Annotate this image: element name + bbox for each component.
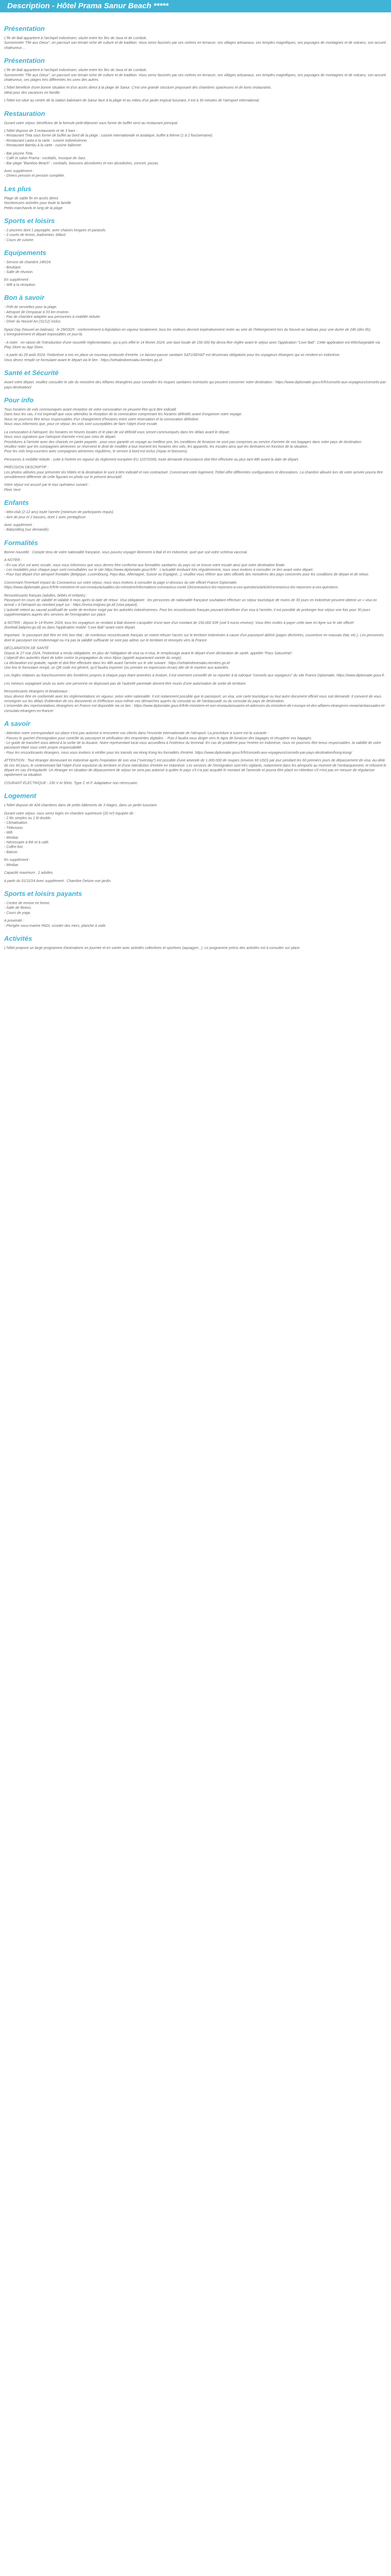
section-paragraph: - Prêt de serviettes pour la plage. - Aéroport de Denpasar à 33 km environ. - Pas de chambre adaptée aux personnes à mobilité réduite. - Dîner du Nouvel An (31/12) inclus. — [4, 306, 101, 324]
section-paragraph: DÉCLARATION DE SANTÉ Depuis le 27 mai 2024, l'Indonésie a rendu obligatoire, en plus de l'obligation de visa ou e-visa, le remplissage avant le départ d'une déclaration de santé, appelée "Pass Satusehat". L'objectif des autorités étant de lutter contre la propagation du virus Mpox (appelé auparavant variole du singe). La déclaration est gratuite, rapide et doit être effectuée dans les 48h avant l'arrivée sur le site suivant : https://sehatindonesiaku.kemkes.go.id Une fois le formulaire rempli, un QR code est généré, qu'il faudra imprimer (ou prendre en impression écran) afin de le montrer aux autorités. — [4, 647, 294, 670]
section-paragraph: Capacité maximum : 2 adultes. — [4, 871, 54, 875]
section — [4, 720, 387, 786]
section-paragraph: - Service de chambre 24h/24. - Boutique. - Salle de réunion. — [4, 261, 52, 274]
section-title: Bon à savoir — [4, 294, 45, 302]
section-title: Enfants — [4, 499, 29, 507]
section-title: Sports et loisirs payants — [4, 889, 82, 897]
section-paragraph: L'île de Bali appartient à l'archipel indonésien, située entre les îles de Java et de Lombok. Surnommée "l'île aux Dieux", on parcourt son terrain riche de culture et de tradition. Vous serez fascinés par ses rizières en terrasse, ses villages artisanaux, ses temples magnifiques, ses paysages de montagnes et de volcans, son accueil chaleureux, ses plages très différentes les unes des autres. — [4, 69, 386, 82]
section-paragraph: L'hôtel bénéficie d'une bonne situation et d'un accès direct à la plage de Sanur. C'est une grande structure proposant des chambres spacieuses et de bons restaurants. Idéal pour des vacances en famille. — [4, 86, 272, 95]
section-paragraph: Durant votre séjour, bénéficiez de la formule petit-déjeuner sous forme de buffet servi au restaurant principal. — [4, 121, 178, 125]
section — [4, 110, 387, 179]
section — [4, 294, 387, 363]
section-title: Restauration — [4, 109, 45, 117]
section-title: Présentation — [4, 25, 45, 32]
section-paragraph: Concernant l'éventuel impact du Coronavirus sur votre séjour, nous vous invitons à consulter la page ci-dessous du site officiel France Diplomatie. https://www.diplomatie.gouv.fr/fr/le-ministere-et-son-reseau/actualites-du-ministere/informations-coronavirus-covid-19/coronavirus-les-reponses-a-vos-questions/article/coronavirus-les-reponses-a-vos-questions — [4, 581, 338, 590]
section-paragraph: L'hôtel dispose de 428 chambres dans de petits bâtiments de 3 étages, dans un jardin luxuriant. — [4, 804, 158, 808]
section — [4, 935, 387, 951]
section-title: Pour info — [4, 396, 34, 404]
section — [4, 499, 387, 533]
section-paragraph: COURANT ÉLECTRIQUE : 230 V et 50Hz. Type C et F. Adaptateur non nécessaire. — [4, 781, 138, 785]
section-paragraph: A proximité : - Plongée sous-marine PADI, scooter des mers, planche à voile. — [4, 919, 107, 928]
section-paragraph: Tous horaires de vols communiqués avant réception de votre convocation ne peuvent être qu'à titre indicatif. Dans tous les cas, il est impératif que vous attendiez la réception de la convocation comprenant les horaires définitifs avant d'organiser votre voyage. Nous ne pourrons être tenus responsables d'un changement d'horaires entre votre réservation et la convocation définitive. Nous vous informons que, pour ce séjour, les vols sont susceptibles de faire l'objet d'une escale. — [4, 408, 242, 427]
section-paragraph: - A partir du 29 août 2024, l'Indonésie a mis en place un nouveau protocole d'entrée. Le laissez-passer sanitaire SATUSEHAT est désormais obligatoire pour les voyageurs étrangers qui se rendent en Indonésie. Vous devez remplir ce formulaire avant le départ via le lien : https://sehatindonesiaku.kemkes.go.id — [4, 353, 340, 362]
section — [4, 792, 387, 884]
section — [4, 890, 387, 928]
section — [4, 249, 387, 287]
section-paragraph: Avec supplément : - Babysitting (sur demande). — [4, 523, 50, 532]
section-paragraph: L'hôtel propose un large programme d'animations en journée et en soirée avec activités collectives et sportives (aquagym...). Le programme précis des activités est à consulter sur place. — [4, 946, 301, 950]
section-paragraph: Bonne nouvelle : Compte tenu de votre nationalité française, vous pouvez voyager librement à Bali et en Indonésie, quel que soit votre schéma vaccinal. — [4, 550, 248, 554]
section-title: Sports et loisirs — [4, 216, 55, 225]
section-paragraph: Avant votre départ, veuillez consulter le site du ministère des Affaires étrangères pour connaître les risques sanitaires éventuels qui peuvent concerner votre destination : https://www.diplomatie.gouv.fr/fr/conseils-aux-voyageurs/conseils-par-pays-destination/ — [4, 381, 387, 389]
section-paragraph: Ressortissants français (adultes, bébés et enfants) : Passeport en cours de validité et valable 6 mois après la date de retour. Visa obligatoire : les personnes de nationalité française souhaitant effectuer un séjour touristique de moins de 30 jours en Indonésie peuvent obtenir un « visa on arrival » à l'aéroport au montant payé sur : https://evisa.imigrasi.go.id/ (visa payant). L'autorité retient au saurait justificatif de sortie de territoire exigé par les autorités indonésiennes. Pour les ressortissants français pouvant bénéficier d'un visa à l'arrivée, il est possible de prolonger leur séjour une fois pour 30 jours supplémentaires auprès des services de l'immigration sur place. — [4, 594, 377, 617]
section-paragraph: ATTENTION : Tout étranger demeurant en Indonésie après l'expiration de son visa ("overstay") est possible d'une amende de 1.000.000 de roupies (environ 60 USD) par jour pendant les 60 premiers jours de dépassement de visa. Au-delà de ces 60 jours, le contrevenant fait l'objet d'une expulsion du territoire et d'une interdiction d'entrée en Indonésie. Les services de l'immigration sont très vigilants, notamment dans les aéroports au moment de l'embarquement, et refusent le départ en cas d'irrégularité. Un étranger en situation de dépassement de séjour ne sera pas autorisé à quitter le pays s'il n'a pas acquitté le montant de l'amende et pourra être placé en rétention s'il n'est pas en mesure de régulariser rapidement sa situation. — [4, 759, 386, 777]
section-title: Activités — [4, 934, 32, 942]
section-paragraph: Ressortissants étrangers et binationaux : Vous devrez être en conformité avec les réglementations en vigueur, selon votre nationalité. Il est notamment possible que le passeport, un visa, une carte touristique ou tout autre document officiel vous soit demandé. Il convient de vous renseigner sur les délais d'obtention de ces documents et d'effectuer vous-même vos démarches auprès du consulat ou de l'ambassade ou du consulat du pays de destination. L'ensemble des représentations étrangères en France est disponible via ce lien : https://www.diplomatie.gouv.fr/fr/le-ministere-et-son-reseau/annuaires-et-adresses-du-ministere-de-l-europe-et-des-affaires-etrangeres-meae/ambassades-et-consulats-etrangers-en-france/ — [4, 690, 386, 713]
section-paragraph: - Attention notre correspondant sur place n'est pas autorisé à rencontrer vos clients dans l'enceinte internationale de l'aéroport. La procédure à suivre est la suivante : - Passez le guichet d'immigration pour contrôle du passeport et vérification des empreintes digitales. - Puis il faudra vous diriger vers le tapis de livraison des bagages et récupérer vos bagages. - Le guide de transfert vous attend à la sortie de la douane. Notre représentant local vous accueillera à l'extérieur du terminal. En cas de problème pour l'entrée en Indonésie, nous ne pourrons être tenus responsables. la validité de votre passeport étant sous votre propre responsabilité. - Pour les ressortissants étrangers, nous vous invitons à vérifier pour les transits via Hong Kong les formalités d'entrée. https://www.diplomatie.gouv.fr/fr/conseils-aux-voyageurs/conseils-par-pays-destination/hong-kong/ — [4, 732, 381, 755]
section-paragraph: - Bar piscine Tirta. - Café et salon Prama : cocktails, musique de Jazz. - Bar plage "Bamboo Beach" : cocktails, boissons alcoolisées et non alcoolisées, concert, pizzas. — [4, 151, 159, 165]
section-paragraph: En supplément : - Wifi à la réception. — [4, 278, 36, 287]
section-paragraph: A NOTER : - En cas d'un vol avec escale, nous vous informons que vous devrez être conforme aux formalités sanitaires du pays où se trouve votre escale ainsi que votre destination finale. - Les modalités pour chaque pays sont consultables sur le site https://www.diplomatie.gouv.fr/fr/ . L'actualité évoluant très régulièrement, nous vous invitons à consulter ce lien avant votre départ. - Pour tout départ d'un aéroport frontalier (Belgique, Luxembourg, Pays-Bas, Allemagne, Suisse ou Espagne...), veuillez vous référer aux sites officiels des ministères des pays concernés pour les conditions de départ et de retour. — [4, 558, 369, 577]
section-paragraph: L'hôtel dispose de 3 restaurants et de 3 bars : - Restaurant Tirta sous forme de buffet au bord de la plage : cuisine internationale et asiatique, buffet à thème (1 à 2 fois/semaine). - Restaurant Laota à la carte : cuisine indonésienne. - Restaurant Bambu à la carte : cuisine italienne. — [4, 129, 214, 148]
section-paragraph: L'hôtel est situé au centre de la station balnéaire de Sanur face à la plage et au milieu d'un jardin tropical luxuriant, il est à 30 minutes de l'aéroport international. — [4, 99, 260, 103]
section-title: Equipements — [4, 249, 46, 257]
section-paragraph: Important : le passeport doit être en très bon état ; de nombreux ressortissants français se voient refuser l'accès sur le territoire indonésien à cause d'un passeport abîmé (pages déchirées, couverture en mauvais état, etc.). Les personnes dont le passeport est endommagé ou n'a pas la validité suffisante se sont pas admis sur le territoire et renvoyés vers la France. — [4, 634, 384, 642]
section-paragraph: Durant votre séjour, vous serez logés en chambre supérieure (20 m²) équipée de : - 2 lits simples ou 1 lit double. - Climatisation. - Télévision. - Wifi. - Minibar. - Nécessaire à thé et à café. - Coffre-fort. - Balcon. — [4, 811, 136, 854]
section-paragraph: Votre séjour est assuré par le tour opérateur suivant : Plein Vent — [4, 483, 90, 492]
section-title: Présentation — [4, 57, 45, 65]
section-paragraph: Plage de sable fin en accès direct Nombreuses activités pour toute la famille Petits-marchands le long de la plage — [4, 196, 71, 210]
section — [4, 185, 387, 211]
section-title: Les plus — [4, 184, 31, 193]
section-paragraph: Personnes à mobilité réduite : suite à l'entrée en vigueur du règlement européen EU 1107/2006, toute demande d'assistance doit être effectuée au plus tard 48h avant la date de départ. — [4, 457, 299, 462]
section-paragraph: A NOTER : depuis le 14 février 2024, tous les voyageurs se rendant à Bali doivent s'acquitter d'une taxe d'un montant de 150.000 IDR (soit 9 euros environ). Vous êtes invités à payer cette taxe en ligne sur le site officiel (lovebali.baliprov.go.id) ou dans l'application mobile "Love Bali" avant votre départ. — [4, 621, 354, 630]
section-paragraph: L'île de Bali appartient à l'archipel indonésien, située entre les îles de Java et de Lombok. Surnommée "l'île aux Dieux", on parcourt son terrain riche de culture et de tradition. Vous serez fascinés par ses rizières en terrasse, ses villages artisanaux, ses temples magnifiques, ses paysages de montagnes et de volcans, son accueil chaleureux ... — [4, 37, 386, 50]
section — [4, 369, 387, 390]
section-paragraph: - Mini-club (2-12 ans) toute l'année (minimum de participants requis). - Aire de jeux et 2 bassins, dont 1 avec pentaglisse. — [4, 511, 115, 519]
section-paragraph: Nyepi Day (Nouvel an balinais) : le 29/03/25 : conformément à législation en vigueur localement, tous les visiteurs devront impérativement rester au sein de l'hébergement lors du Nouvel an balinais pour une durée de 24h (dès 6h). L'enregistrement et départ impossibles ce jour-là. — [4, 328, 371, 337]
section-paragraph: Les règles relatives au franchissement des frontières propres à chaque pays étant amenées à évoluer, il est vivement conseillé de se reporter à la rubrique "conseils aux voyageurs" du site France Diplomatie, https://www.diplomatie.gouv.fr. — [4, 674, 385, 678]
section-paragraph: - 2 piscines dont 1 paysagée, avec chaises longues et parasols. - 2 courts de tennis, badminton, billard. - Cours de cuisine. — [4, 228, 107, 242]
section-paragraph: En supplément : - Minibar. — [4, 858, 30, 867]
section — [4, 396, 387, 493]
section-paragraph: - Centre de remise en forme. - Salle de fitness. - Cours de yoga. — [4, 901, 51, 915]
page-title-banner — [0, 0, 391, 12]
section — [4, 217, 387, 243]
section-paragraph: - A noter : en raison de l'introduction d'une nouvelle réglementation, qui a pris effet le 14 février 2024, une taxe locale de 150 000 Rp devra être réglée avant le séjour avec l'application "Love Bali". Cette application est téléchargeable via Play Store ou App Store. — [4, 341, 380, 350]
section-paragraph: Les mineurs voyageant seuls ou avec une personne ne disposant pas de l'autorité parentale doivent être munis d'une autorisation de sortie de territoire. — [4, 682, 247, 686]
page-title: Description - Hôtel Prama Sanur Beach ***** — [7, 2, 169, 10]
section-paragraph: La convocation à l'aéroport, les horaires en heures locales et le plan de vol définitif vous seront communiqués dans les délais avant le départ. Nous vous signalons que l'aéroport d'arrivée n'est pas celui de départ. Procédures à l'arrivée avec des chariots en partie payants : pour vous garantir un voyage au meilleur prix, les conditions de livraison ne sont pas comprises au service d'arrivée de vos bagages dans votre pays de destination. Veuillez noter que les compagnies aériennes se réservent le droit de modifier à tout moment les horaires des vols, les appareils, les escales ainsi que les itinéraires en fonction de la situation. Pour les vols long-courriers avec compagnies aériennes régulières, le service à bord est inclus (repas et boissons). — [4, 430, 363, 454]
section-title: Logement — [4, 792, 37, 800]
section-title: Formalités — [4, 538, 38, 547]
section-paragraph: Avec supplément : - Dîners pension et pension complète. — [4, 169, 65, 178]
section-paragraph: à partir du 01/11/24 Avec supplément : Chambre Deluxe vue jardin. — [4, 879, 112, 883]
section-title: A savoir — [4, 720, 30, 728]
section-title: Santé et Sécurité — [4, 369, 59, 377]
section-paragraph: PRÉCISION DESCRIPTIF : Les photos utilisées pour présenter les hôtels et la destination le sont à titre indicatif et non contractuel. Concernant votre logement, l'hôtel offre différentes configurations et décorations. La chambre allouée lors de votre arrivée pourra être sensiblement différente de celle figurant en photo sur le présent descriptif. — [4, 466, 383, 479]
section — [4, 539, 387, 714]
section — [4, 25, 387, 50]
description-content — [0, 12, 391, 951]
section — [4, 57, 387, 103]
